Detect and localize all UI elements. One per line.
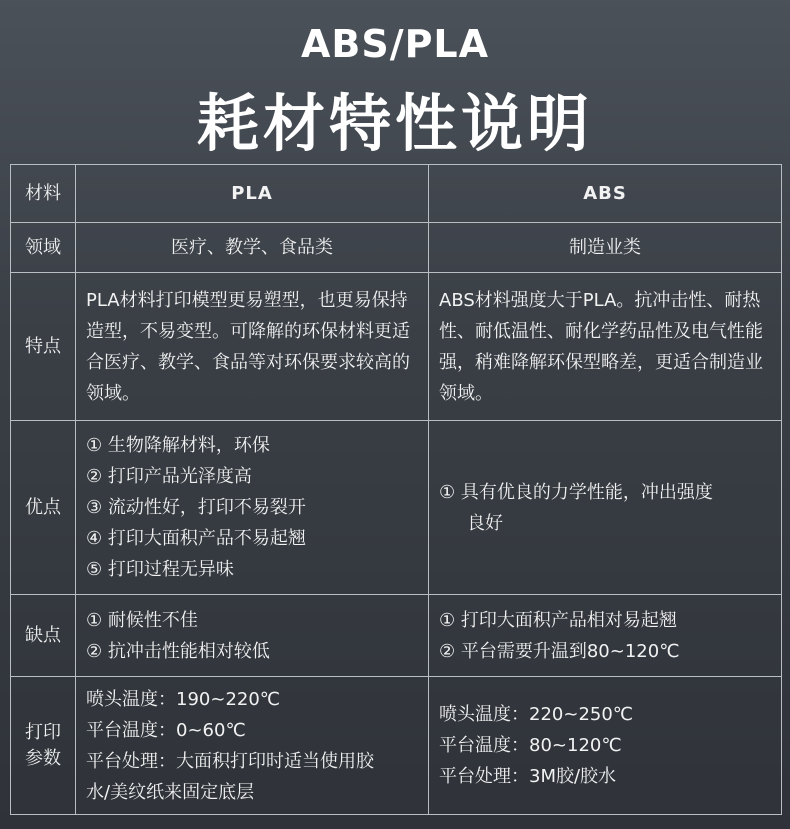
list-item: ① 打印大面积产品相对易起翘 <box>439 609 677 631</box>
list-item: ① 生物降解材料，环保 <box>86 435 270 456</box>
table-row-advantages <box>11 421 782 595</box>
list-item: 喷头温度：190~220℃ <box>86 688 281 710</box>
abs-features: ABS材料强度大于PLA。抗冲击性、耐热性、耐低温性、耐化学药品性及电气性能强，稍难降解环保型略差，更适合制造业领域。 <box>429 273 782 421</box>
list-item: ② 抗冲击性能相对较低 <box>86 640 270 662</box>
table-row-features <box>11 273 782 421</box>
list-item: 平台处理：大面积打印时适当使用胶 <box>86 750 374 772</box>
row-label-features: 特点 <box>11 273 76 421</box>
list-item: 水/美纹纸来固定底层 <box>86 781 255 803</box>
page-subtitle: ABS/PLA <box>300 22 490 66</box>
table-row-disadvantages <box>11 595 782 677</box>
row-label-material: 材料 <box>11 165 76 223</box>
pla-features: PLA材料打印模型更易塑型，也更易保持造型，不易变型。可降解的环保材料更适合医疗、教学、食品等对环保要求较高的领域。 <box>76 273 429 421</box>
abs-params <box>429 677 782 815</box>
table-row-material <box>11 165 782 223</box>
list-item: 喷头温度：220~250℃ <box>439 704 634 725</box>
pla-field: 医疗、教学、食品类 <box>76 223 429 273</box>
list-item: ④ 打印大面积产品不易起翘 <box>86 528 306 549</box>
list-item: 平台温度：80~120℃ <box>439 735 622 756</box>
abs-field: 制造业类 <box>429 223 782 273</box>
list-item: ⑤ 打印过程无异味 <box>86 559 234 580</box>
row-label-disadvantages: 缺点 <box>11 595 76 677</box>
table-row-field <box>11 223 782 273</box>
list-item: ② 打印产品光泽度高 <box>86 466 252 487</box>
row-label-advantages: 优点 <box>11 421 76 595</box>
table-row-params <box>11 677 782 815</box>
list-item: ① 耐候性不佳 <box>86 609 198 631</box>
row-label-params: 打印 参数 <box>11 677 76 815</box>
pla-advantages <box>76 421 429 595</box>
list-item: 平台处理：3M胶/胶水 <box>439 766 617 787</box>
list-item-continuation: 良好 <box>467 512 503 534</box>
header-pla: PLA <box>76 165 429 223</box>
row-label-field: 领域 <box>11 223 76 273</box>
list-item: ② 平台需要升温到80~120℃ <box>439 640 680 662</box>
page-title: 耗材特性说明 <box>196 87 593 160</box>
abs-disadvantages <box>429 595 782 677</box>
pla-params <box>76 677 429 815</box>
abs-advantages <box>429 421 782 595</box>
pla-disadvantages <box>76 595 429 677</box>
header-abs: ABS <box>429 165 782 223</box>
list-item: ③ 流动性好，打印不易裂开 <box>86 497 306 518</box>
list-item: ① 具有优良的力学性能，冲出强度 <box>439 481 713 503</box>
comparison-table <box>10 164 782 815</box>
list-item: 平台温度：0~60℃ <box>86 719 246 741</box>
